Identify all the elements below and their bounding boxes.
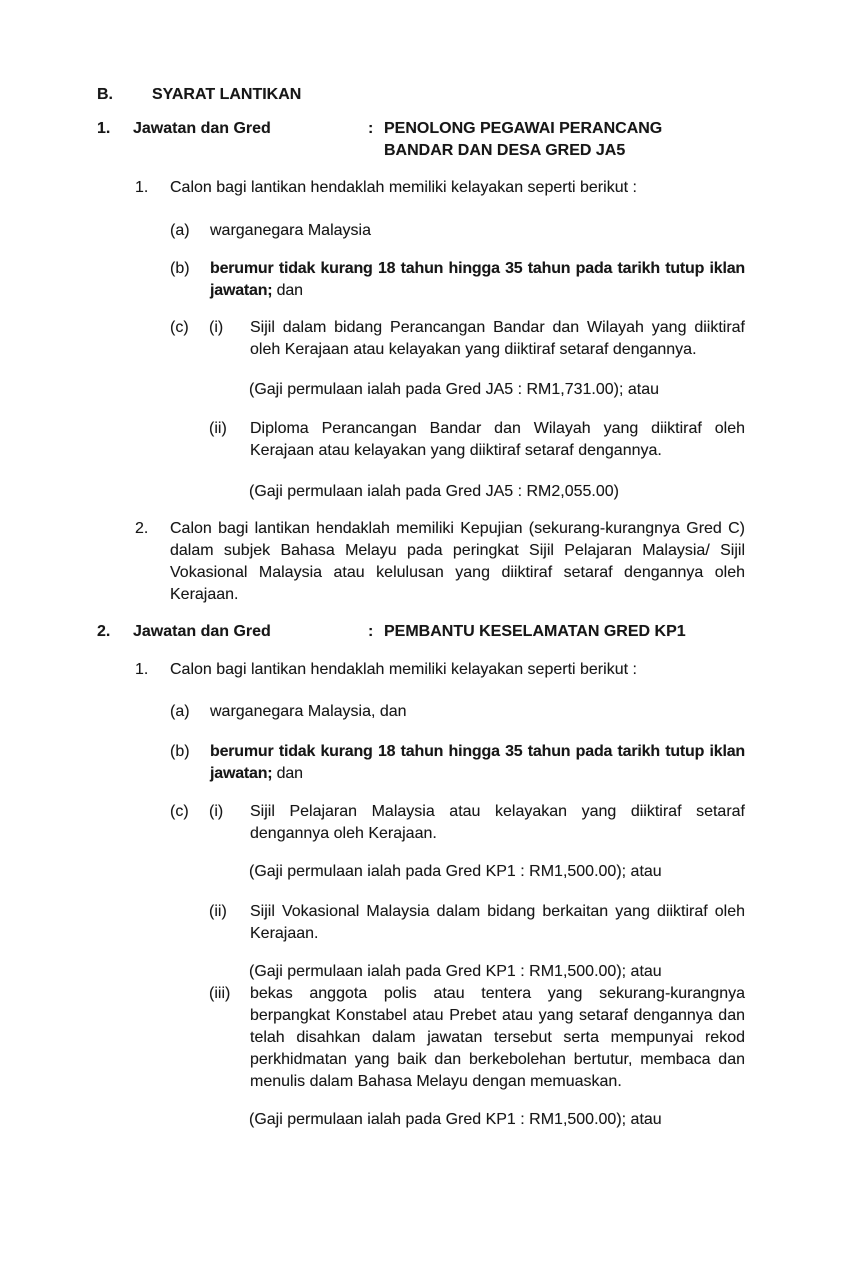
job1-item-c-label: (c): [170, 319, 189, 336]
job1-req1-number: 1.: [135, 179, 149, 196]
job1-field-label: Jawatan dan Gred: [133, 120, 271, 137]
job1-sub-ii-text: Diploma Perancangan Bandar dan Wilayah yang diiktiraf oleh Kerajaan atau kelayakan yang diiktiraf setaraf dengannya.: [250, 420, 745, 459]
job1-item-b: [170, 258, 745, 302]
job2-item-a: [170, 701, 745, 723]
job1-item-b-text: [210, 258, 745, 302]
job2-heading-row: [97, 621, 745, 643]
job1-title: PENOLONG PEGAWAI PERANCANG BANDAR DAN DESA GRED JA5: [384, 120, 663, 159]
job2-sub-iii-label: (iii): [209, 985, 231, 1002]
job1-item-b-tail-text: dan: [276, 282, 303, 299]
job1-item-a: [170, 220, 745, 242]
job2-number: 2.: [97, 623, 111, 640]
job1-sub-ii-label: (ii): [209, 420, 227, 437]
job2-sub-i-salary-text: (Gaji permulaan ialah pada Gred KP1 : RM1,500.00); atau: [249, 863, 662, 880]
section-label: B.: [97, 86, 113, 103]
job1-requirement-2: [135, 518, 745, 606]
job1-item-b-bold-text: berumur tidak kurang 18 tahun hingga 35 tahun pada tarikh tutup iklan jawatan;: [210, 260, 745, 299]
job2-item-b-label: (b): [170, 743, 190, 760]
job2-title: PEMBANTU KESELAMATAN GRED KP1: [384, 623, 686, 640]
job1-item-b-label: (b): [170, 260, 190, 277]
job1-number: 1.: [97, 120, 111, 137]
job2-sub-iii-salary-note: [249, 1109, 745, 1131]
job1-item-c-sub-i: [170, 317, 745, 361]
job2-requirement-1: [135, 659, 745, 681]
job2-sub-ii-text: Sijil Vokasional Malaysia dalam bidang berkaitan yang diiktiraf oleh Kerajaan.: [250, 903, 745, 942]
job2-item-b-text: [210, 741, 745, 785]
job2-req1-number: 1.: [135, 661, 149, 678]
job2-sub-i-text: Sijil Pelajaran Malaysia atau kelayakan yang diiktiraf setaraf dengannya oleh Kerajaan.: [250, 803, 745, 842]
job2-item-a-text: warganegara Malaysia, dan: [210, 703, 407, 720]
job1-sub-ii-salary-note: [249, 481, 745, 503]
section-title: SYARAT LANTIKAN: [152, 86, 302, 103]
job2-item-c-label: (c): [170, 803, 189, 820]
job2-sub-iii-text: bekas anggota polis atau tentera yang sekurang-kurangnya berpangkat Konstabel atau Prebet atau yang setaraf dengannya dan telah disahkan dalam jawatan tersebut serta mempunyai rekod perkhidmatan yang baik dan berkebolehan bertutur, membaca dan menulis dalam Bahasa Melayu dengan memuaskan.: [250, 985, 745, 1090]
job2-sub-i-label: (i): [209, 803, 224, 820]
job2-sub-i-salary-note: [249, 861, 745, 883]
job1-requirement-1: [135, 177, 745, 199]
job2-colon-separator: :: [368, 623, 374, 640]
job1-req2-number: 2.: [135, 520, 149, 537]
job2-item-b-bold-text: berumur tidak kurang 18 tahun hingga 35 tahun pada tarikh tutup iklan jawatan;: [210, 743, 745, 782]
job1-item-a-text: warganegara Malaysia: [210, 222, 371, 239]
job2-sub-iii-salary-text: (Gaji permulaan ialah pada Gred KP1 : RM1,500.00); atau: [249, 1111, 662, 1128]
job1-item-c-sub-ii: [209, 418, 745, 462]
job2-req1-text: Calon bagi lantikan hendaklah memiliki kelayakan seperti berikut :: [170, 661, 637, 678]
job2-item-a-label: (a): [170, 703, 190, 720]
job2-sub-ii-salary-note: [249, 961, 745, 983]
job2-sub-ii-salary-text: (Gaji permulaan ialah pada Gred KP1 : RM1,500.00); atau: [249, 963, 662, 980]
job1-sub-i-label: (i): [209, 319, 224, 336]
section-heading: [97, 84, 745, 106]
job2-item-c-sub-i: [170, 801, 745, 845]
job2-sub-ii-label: (ii): [209, 903, 227, 920]
job2-item-c-sub-ii: [209, 901, 745, 945]
job1-sub-i-text: Sijil dalam bidang Perancangan Bandar dan Wilayah yang diiktiraf oleh Kerajaan atau kelayakan yang diiktiraf setaraf dengannya.: [250, 319, 745, 358]
job1-item-a-label: (a): [170, 222, 190, 239]
job1-colon-separator: :: [368, 120, 374, 137]
job2-item-b: [170, 741, 745, 785]
job1-sub-ii-salary-text: (Gaji permulaan ialah pada Gred JA5 : RM2,055.00): [249, 483, 619, 500]
job1-sub-i-salary-note: [249, 379, 745, 401]
job1-req1-text: Calon bagi lantikan hendaklah memiliki kelayakan seperti berikut :: [170, 179, 637, 196]
job1-heading-row: [97, 118, 745, 162]
job2-item-b-tail-text: dan: [276, 765, 303, 782]
job2-item-c-sub-iii: [209, 983, 745, 1093]
job1-req2-text: Calon bagi lantikan hendaklah memiliki Kepujian (sekurang-kurangnya Gred C) dalam subjek Bahasa Melayu pada peringkat Sijil Pelajaran Malaysia/ Sijil Vokasional Malaysia atau kelulusan yang diiktiraf setaraf dengannya oleh Kerajaan.: [170, 520, 745, 603]
job2-field-label: Jawatan dan Gred: [133, 623, 271, 640]
job1-sub-i-salary-text: (Gaji permulaan ialah pada Gred JA5 : RM1,731.00); atau: [249, 381, 660, 398]
